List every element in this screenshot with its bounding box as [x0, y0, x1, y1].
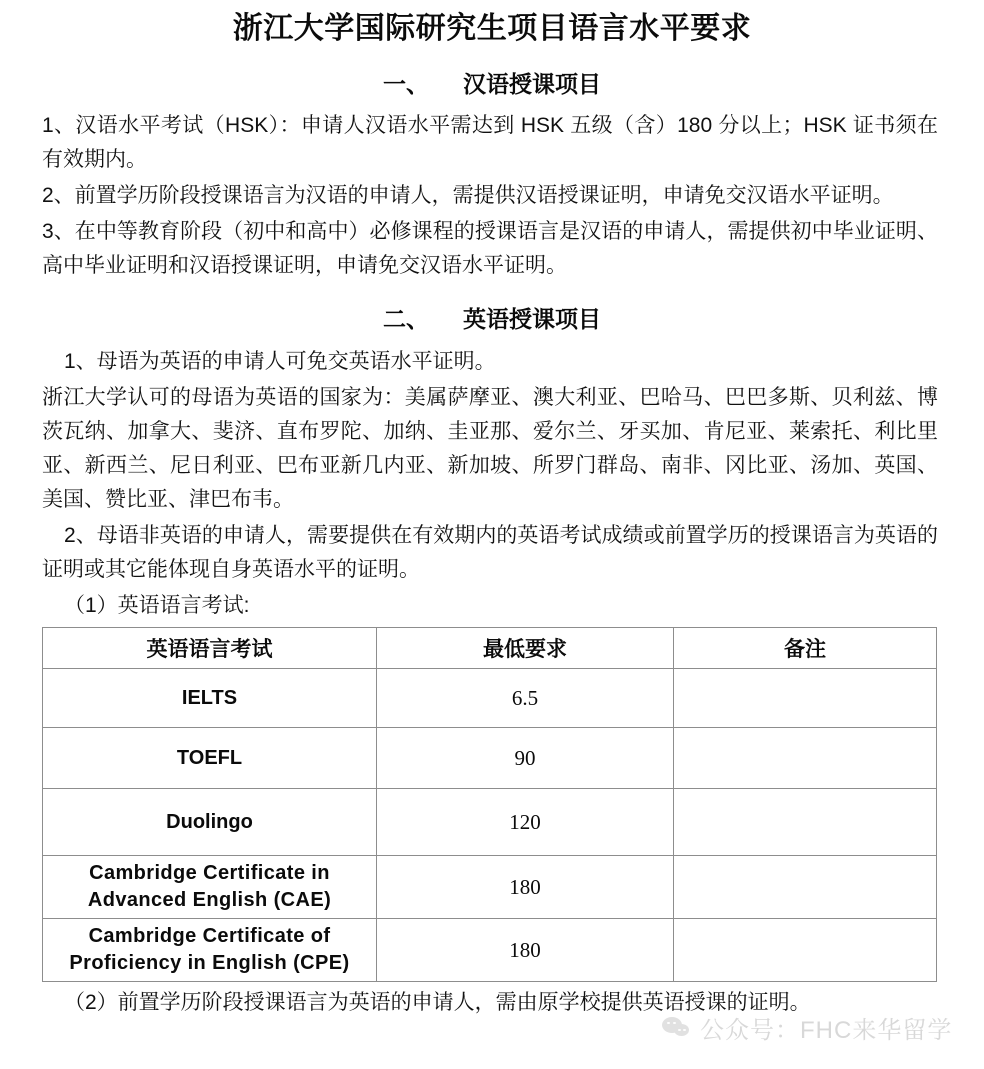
paragraph-english-tests-label: （1）英语语言考试: [64, 594, 250, 618]
cell-remark [674, 728, 937, 789]
section-number: 一、 [383, 70, 429, 97]
cell-requirement: 90 [377, 728, 674, 789]
table-body [43, 669, 937, 982]
table-row [43, 669, 937, 728]
cell-remark [674, 856, 937, 919]
cell-remark [674, 919, 937, 982]
section-body-english-program [0, 345, 984, 623]
table-row [43, 919, 937, 982]
table-header-row [43, 628, 937, 669]
paragraph-hsk-requirement: 1、汉语水平考试（HSK）：申请人汉语水平需达到 HSK 五级（含）180 分以上；HSK 证书须在有效期内。 [42, 114, 938, 172]
paragraph-recognized-countries: 浙江大学认可的母语为英语的国家为：美属萨摩亚、澳大利亚、巴哈马、巴巴多斯、贝利兹、博茨瓦纳、加拿大、斐济、直布罗陀、加纳、圭亚那、爱尔兰、牙买加、肯尼亚、莱索托、利比里亚、新西兰、尼日利亚、巴布亚新几内亚、新加坡、所罗门群岛、南非、冈比亚、汤加、英国、美国、赞比亚、津巴布韦。 [42, 386, 938, 512]
cell-requirement: 180 [377, 856, 674, 919]
section-heading-chinese-program [0, 70, 984, 100]
column-header-exam: 英语语言考试 [43, 628, 377, 669]
cell-requirement: 120 [377, 789, 674, 856]
table-header [43, 628, 937, 669]
watermark-text: 公众号：FHC来华留学 [700, 1017, 953, 1044]
cell-exam-name: IELTS [43, 669, 377, 728]
english-test-table-wrapper [0, 625, 984, 982]
page-title: 浙江大学国际研究生项目语言水平要求 [232, 12, 752, 45]
cell-exam-name: TOEFL [43, 728, 377, 789]
paragraph-secondary-education-chinese: 3、在中等教育阶段（初中和高中）必修课程的授课语言是汉语的申请人，需提供初中毕业证明、高中毕业证明和汉语授课证明，申请免交汉语水平证明。 [42, 220, 938, 278]
column-header-requirement: 最低要求 [377, 628, 674, 669]
section-body-chinese-program [0, 109, 984, 283]
table-row [43, 789, 937, 856]
section-tail-english-program [0, 982, 984, 1020]
paragraph-prior-degree-english: （2）前置学历阶段授课语言为英语的申请人，需由原学校提供英语授课的证明。 [64, 991, 811, 1015]
cell-exam-name: Cambridge Certificate of Proficiency in English (CPE) [43, 919, 377, 982]
section-title: 汉语授课项目 [463, 70, 601, 97]
english-test-table [42, 627, 937, 982]
cell-remark [674, 669, 937, 728]
column-header-remark: 备注 [674, 628, 937, 669]
section-heading-english-program [0, 305, 984, 335]
section-title: 英语授课项目 [463, 306, 601, 333]
paragraph-prior-degree-chinese: 2、前置学历阶段授课语言为汉语的申请人，需提供汉语授课证明，申请免交汉语水平证明。 [42, 184, 894, 208]
document-page [0, 10, 984, 1069]
section-number: 二、 [383, 306, 429, 333]
cell-requirement: 6.5 [377, 669, 674, 728]
paragraph-non-native-english: 2、母语非英语的申请人，需要提供在有效期内的英语考试成绩或前置学历的授课语言为英语的证明或其它能体现自身英语水平的证明。 [42, 524, 938, 582]
paragraph-native-english-waiver: 1、母语为英语的申请人可免交英语水平证明。 [64, 350, 496, 374]
table-row [43, 856, 937, 919]
cell-exam-name: Duolingo [43, 789, 377, 856]
table-row [43, 728, 937, 789]
cell-remark [674, 789, 937, 856]
cell-requirement: 180 [377, 919, 674, 982]
cell-exam-name: Cambridge Certificate in Advanced English (CAE) [43, 856, 377, 919]
